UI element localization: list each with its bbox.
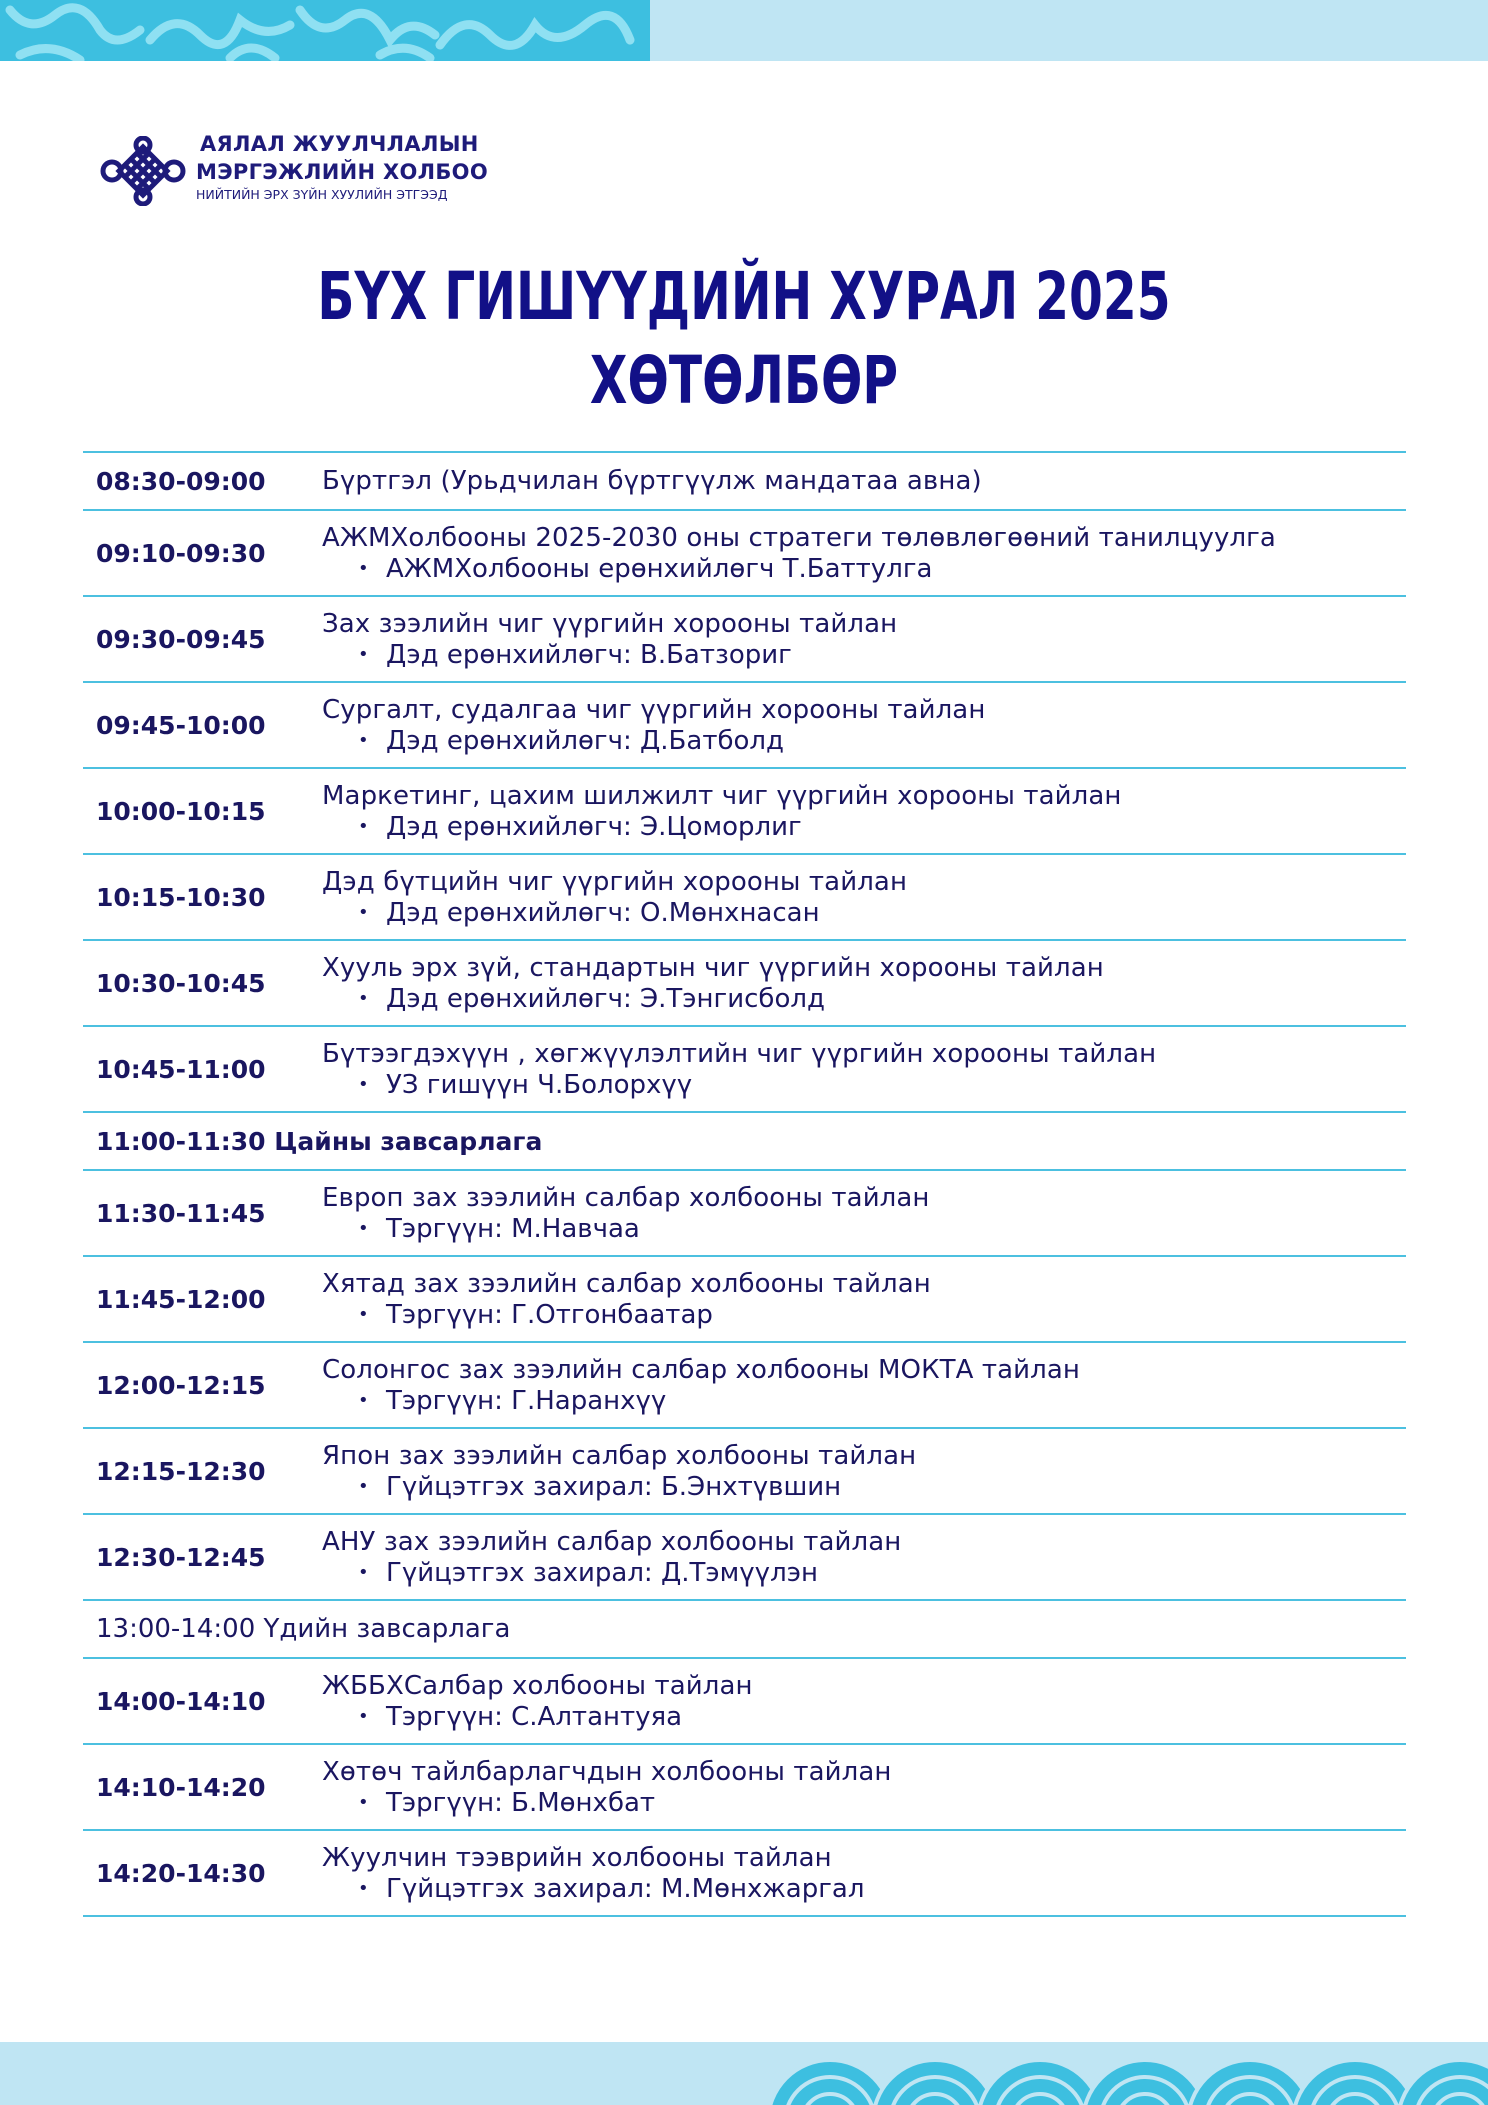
- time-slot: 10:30-10:45: [96, 968, 266, 998]
- bullet-icon: •: [358, 1074, 369, 1096]
- session-content: [322, 1670, 1406, 1733]
- break-label: 11:00-11:30 Цайны завсарлага: [96, 1126, 543, 1156]
- session-title: Маркетинг, цахим шилжилт чиг үүргийн хорооны тайлан: [322, 780, 1122, 811]
- presenter-name: Гүйцэтгэх захирал: Д.Тэмүүлэн: [386, 1557, 818, 1588]
- session-presenter: [322, 1070, 1406, 1101]
- schedule-row: [83, 1429, 1406, 1515]
- schedule-row: [83, 1831, 1406, 1917]
- session-title: Хөтөч тайлбарлагчдын холбооны тайлан: [322, 1756, 892, 1787]
- break-label: 13:00-14:00 Үдийн завсарлага: [96, 1614, 511, 1644]
- session-presenter: [322, 812, 1406, 843]
- bullet-icon: •: [358, 558, 369, 580]
- logo-line-1: АЯЛАЛ ЖУУЛЧЛАЛЫН: [200, 132, 479, 156]
- bullet-icon: •: [358, 816, 369, 838]
- session-content: [322, 1182, 1406, 1245]
- session-title: ЖББХСалбар холбооны тайлан: [322, 1670, 753, 1701]
- presenter-name: Тэргүүн: Г.Отгонбаатар: [386, 1299, 713, 1330]
- session-presenter: [322, 1386, 1406, 1417]
- session-presenter: [322, 1214, 1406, 1245]
- logo-line-3: НИЙТИЙН ЭРХ ЗҮЙН ХУУЛИЙН ЭТГЭЭД: [196, 187, 448, 202]
- presenter-name: Гүйцэтгэх захирал: М.Мөнхжаргал: [386, 1873, 865, 1904]
- time-slot: 10:00-10:15: [96, 796, 266, 826]
- time-slot: 08:30-09:00: [96, 466, 266, 496]
- time-slot: 10:45-11:00: [96, 1054, 266, 1084]
- presenter-name: Тэргүүн: Г.Наранхүү: [386, 1385, 667, 1416]
- logo-line-2: МЭРГЭЖЛИЙН ХОЛБОО: [196, 160, 488, 184]
- session-presenter: [322, 554, 1406, 585]
- circle-wave-pattern-icon: [740, 2042, 1488, 2105]
- session-title: Зах зээлийн чиг үүргийн хорооны тайлан: [322, 608, 898, 639]
- session-presenter: [322, 726, 1406, 757]
- presenter-name: Тэргүүн: М.Навчаа: [386, 1213, 640, 1244]
- bullet-icon: •: [358, 1476, 369, 1498]
- session-content: [322, 694, 1406, 757]
- time-slot: 12:00-12:15: [96, 1370, 266, 1400]
- schedule-row: [83, 1515, 1406, 1601]
- session-content: [322, 866, 1406, 929]
- session-title: Жуулчин тээврийн холбооны тайлан: [322, 1842, 832, 1873]
- page-title: [134, 255, 1354, 423]
- session-presenter: [322, 984, 1406, 1015]
- top-decorative-band: [0, 0, 1488, 61]
- title-line-1: БҮХ ГИШҮҮДИЙН ХУРАЛ 2025: [317, 258, 1171, 335]
- bullet-icon: •: [358, 1706, 369, 1728]
- schedule-row: [83, 453, 1406, 511]
- schedule-row: [83, 941, 1406, 1027]
- bullet-icon: •: [358, 988, 369, 1010]
- schedule-row: [83, 1745, 1406, 1831]
- schedule-row: [83, 1659, 1406, 1745]
- presenter-name: Тэргүүн: С.Алтантуяа: [386, 1701, 683, 1732]
- session-title: Сургалт, судалгаа чиг үүргийн хорооны тайлан: [322, 694, 986, 725]
- schedule-break-row: [83, 1113, 1406, 1171]
- session-content: [322, 1268, 1406, 1331]
- wave-pattern-icon: [0, 0, 650, 61]
- schedule-row: [83, 1171, 1406, 1257]
- session-title: Европ зах зээлийн салбар холбооны тайлан: [322, 1182, 930, 1213]
- presenter-name: Дэд ерөнхийлөгч: В.Батзориг: [386, 639, 792, 670]
- schedule-row: [83, 855, 1406, 941]
- bullet-icon: •: [358, 1562, 369, 1584]
- session-presenter: [322, 898, 1406, 929]
- bullet-icon: •: [358, 644, 369, 666]
- schedule-break-row: [83, 1601, 1406, 1659]
- schedule-row: [83, 1257, 1406, 1343]
- session-presenter: [322, 1702, 1406, 1733]
- presenter-name: Тэргүүн: Б.Мөнхбат: [386, 1787, 656, 1818]
- bullet-icon: •: [358, 730, 369, 752]
- bullet-icon: •: [358, 902, 369, 924]
- time-slot: 14:10-14:20: [96, 1772, 266, 1802]
- bullet-icon: •: [358, 1878, 369, 1900]
- session-content: [322, 1440, 1406, 1503]
- session-content: [322, 1038, 1406, 1101]
- title-line-2: ХӨТӨЛБӨР: [589, 342, 899, 419]
- session-content: [322, 1756, 1406, 1819]
- presenter-name: Гүйцэтгэх захирал: Б.Энхтүвшин: [386, 1471, 842, 1502]
- session-content: [322, 608, 1406, 671]
- session-content: [322, 465, 1406, 497]
- time-slot: 09:10-09:30: [96, 538, 266, 568]
- schedule-row: [83, 683, 1406, 769]
- session-title: Хууль эрх зүй, стандартын чиг үүргийн хорооны тайлан: [322, 952, 1104, 983]
- time-slot: 14:20-14:30: [96, 1858, 266, 1888]
- session-content: [322, 522, 1406, 585]
- bullet-icon: •: [358, 1792, 369, 1814]
- bottom-decorative-band: [0, 2042, 1488, 2105]
- organization-logo: [100, 130, 520, 210]
- bullet-icon: •: [358, 1218, 369, 1240]
- session-title: Япон зах зээлийн салбар холбооны тайлан: [322, 1440, 917, 1471]
- session-content: [322, 780, 1406, 843]
- schedule-row: [83, 1343, 1406, 1429]
- presenter-name: Дэд ерөнхийлөгч: Д.Батболд: [386, 725, 785, 756]
- endless-knot-icon: [100, 136, 186, 206]
- session-title: АЖМХолбооны 2025-2030 оны стратеги төлөвлөгөөний танилцуулга: [322, 522, 1276, 553]
- presenter-name: Дэд ерөнхийлөгч: Э.Цоморлиг: [386, 811, 802, 842]
- session-content: [322, 1526, 1406, 1589]
- session-title: Бүтээгдэхүүн , хөгжүүлэлтийн чиг үүргийн хорооны тайлан: [322, 1038, 1157, 1069]
- time-slot: 11:30-11:45: [96, 1198, 266, 1228]
- session-content: [322, 1354, 1406, 1417]
- bullet-icon: •: [358, 1390, 369, 1412]
- schedule-row: [83, 1027, 1406, 1113]
- time-slot: 09:45-10:00: [96, 710, 266, 740]
- bullet-icon: •: [358, 1304, 369, 1326]
- time-slot: 12:15-12:30: [96, 1456, 266, 1486]
- time-slot: 14:00-14:10: [96, 1686, 266, 1716]
- presenter-name: АЖМХолбооны ерөнхийлөгч Т.Баттулга: [386, 553, 933, 584]
- session-content: [322, 1842, 1406, 1905]
- schedule-row: [83, 511, 1406, 597]
- session-content: [322, 952, 1406, 1015]
- session-presenter: [322, 1472, 1406, 1503]
- session-title: Бүртгэл (Урьдчилан бүртгүүлж мандатаа авна): [322, 466, 982, 496]
- time-slot: 10:15-10:30: [96, 882, 266, 912]
- session-title: АНУ зах зээлийн салбар холбооны тайлан: [322, 1526, 902, 1557]
- session-presenter: [322, 1788, 1406, 1819]
- session-presenter: [322, 1874, 1406, 1905]
- schedule-table: [83, 451, 1406, 1917]
- schedule-row: [83, 597, 1406, 683]
- session-title: Хятад зах зээлийн салбар холбооны тайлан: [322, 1268, 931, 1299]
- time-slot: 12:30-12:45: [96, 1542, 266, 1572]
- presenter-name: Дэд ерөнхийлөгч: Э.Тэнгисболд: [386, 983, 825, 1014]
- session-title: Дэд бүтцийн чиг үүргийн хорооны тайлан: [322, 866, 908, 897]
- presenter-name: УЗ гишүүн Ч.Болорхүү: [386, 1069, 693, 1100]
- session-title: Солонгос зах зээлийн салбар холбооны МОКТА тайлан: [322, 1354, 1081, 1385]
- session-presenter: [322, 1558, 1406, 1589]
- time-slot: 11:45-12:00: [96, 1284, 266, 1314]
- time-slot: 09:30-09:45: [96, 624, 266, 654]
- presenter-name: Дэд ерөнхийлөгч: О.Мөнхнасан: [386, 897, 820, 928]
- session-presenter: [322, 1300, 1406, 1331]
- schedule-row: [83, 769, 1406, 855]
- session-presenter: [322, 640, 1406, 671]
